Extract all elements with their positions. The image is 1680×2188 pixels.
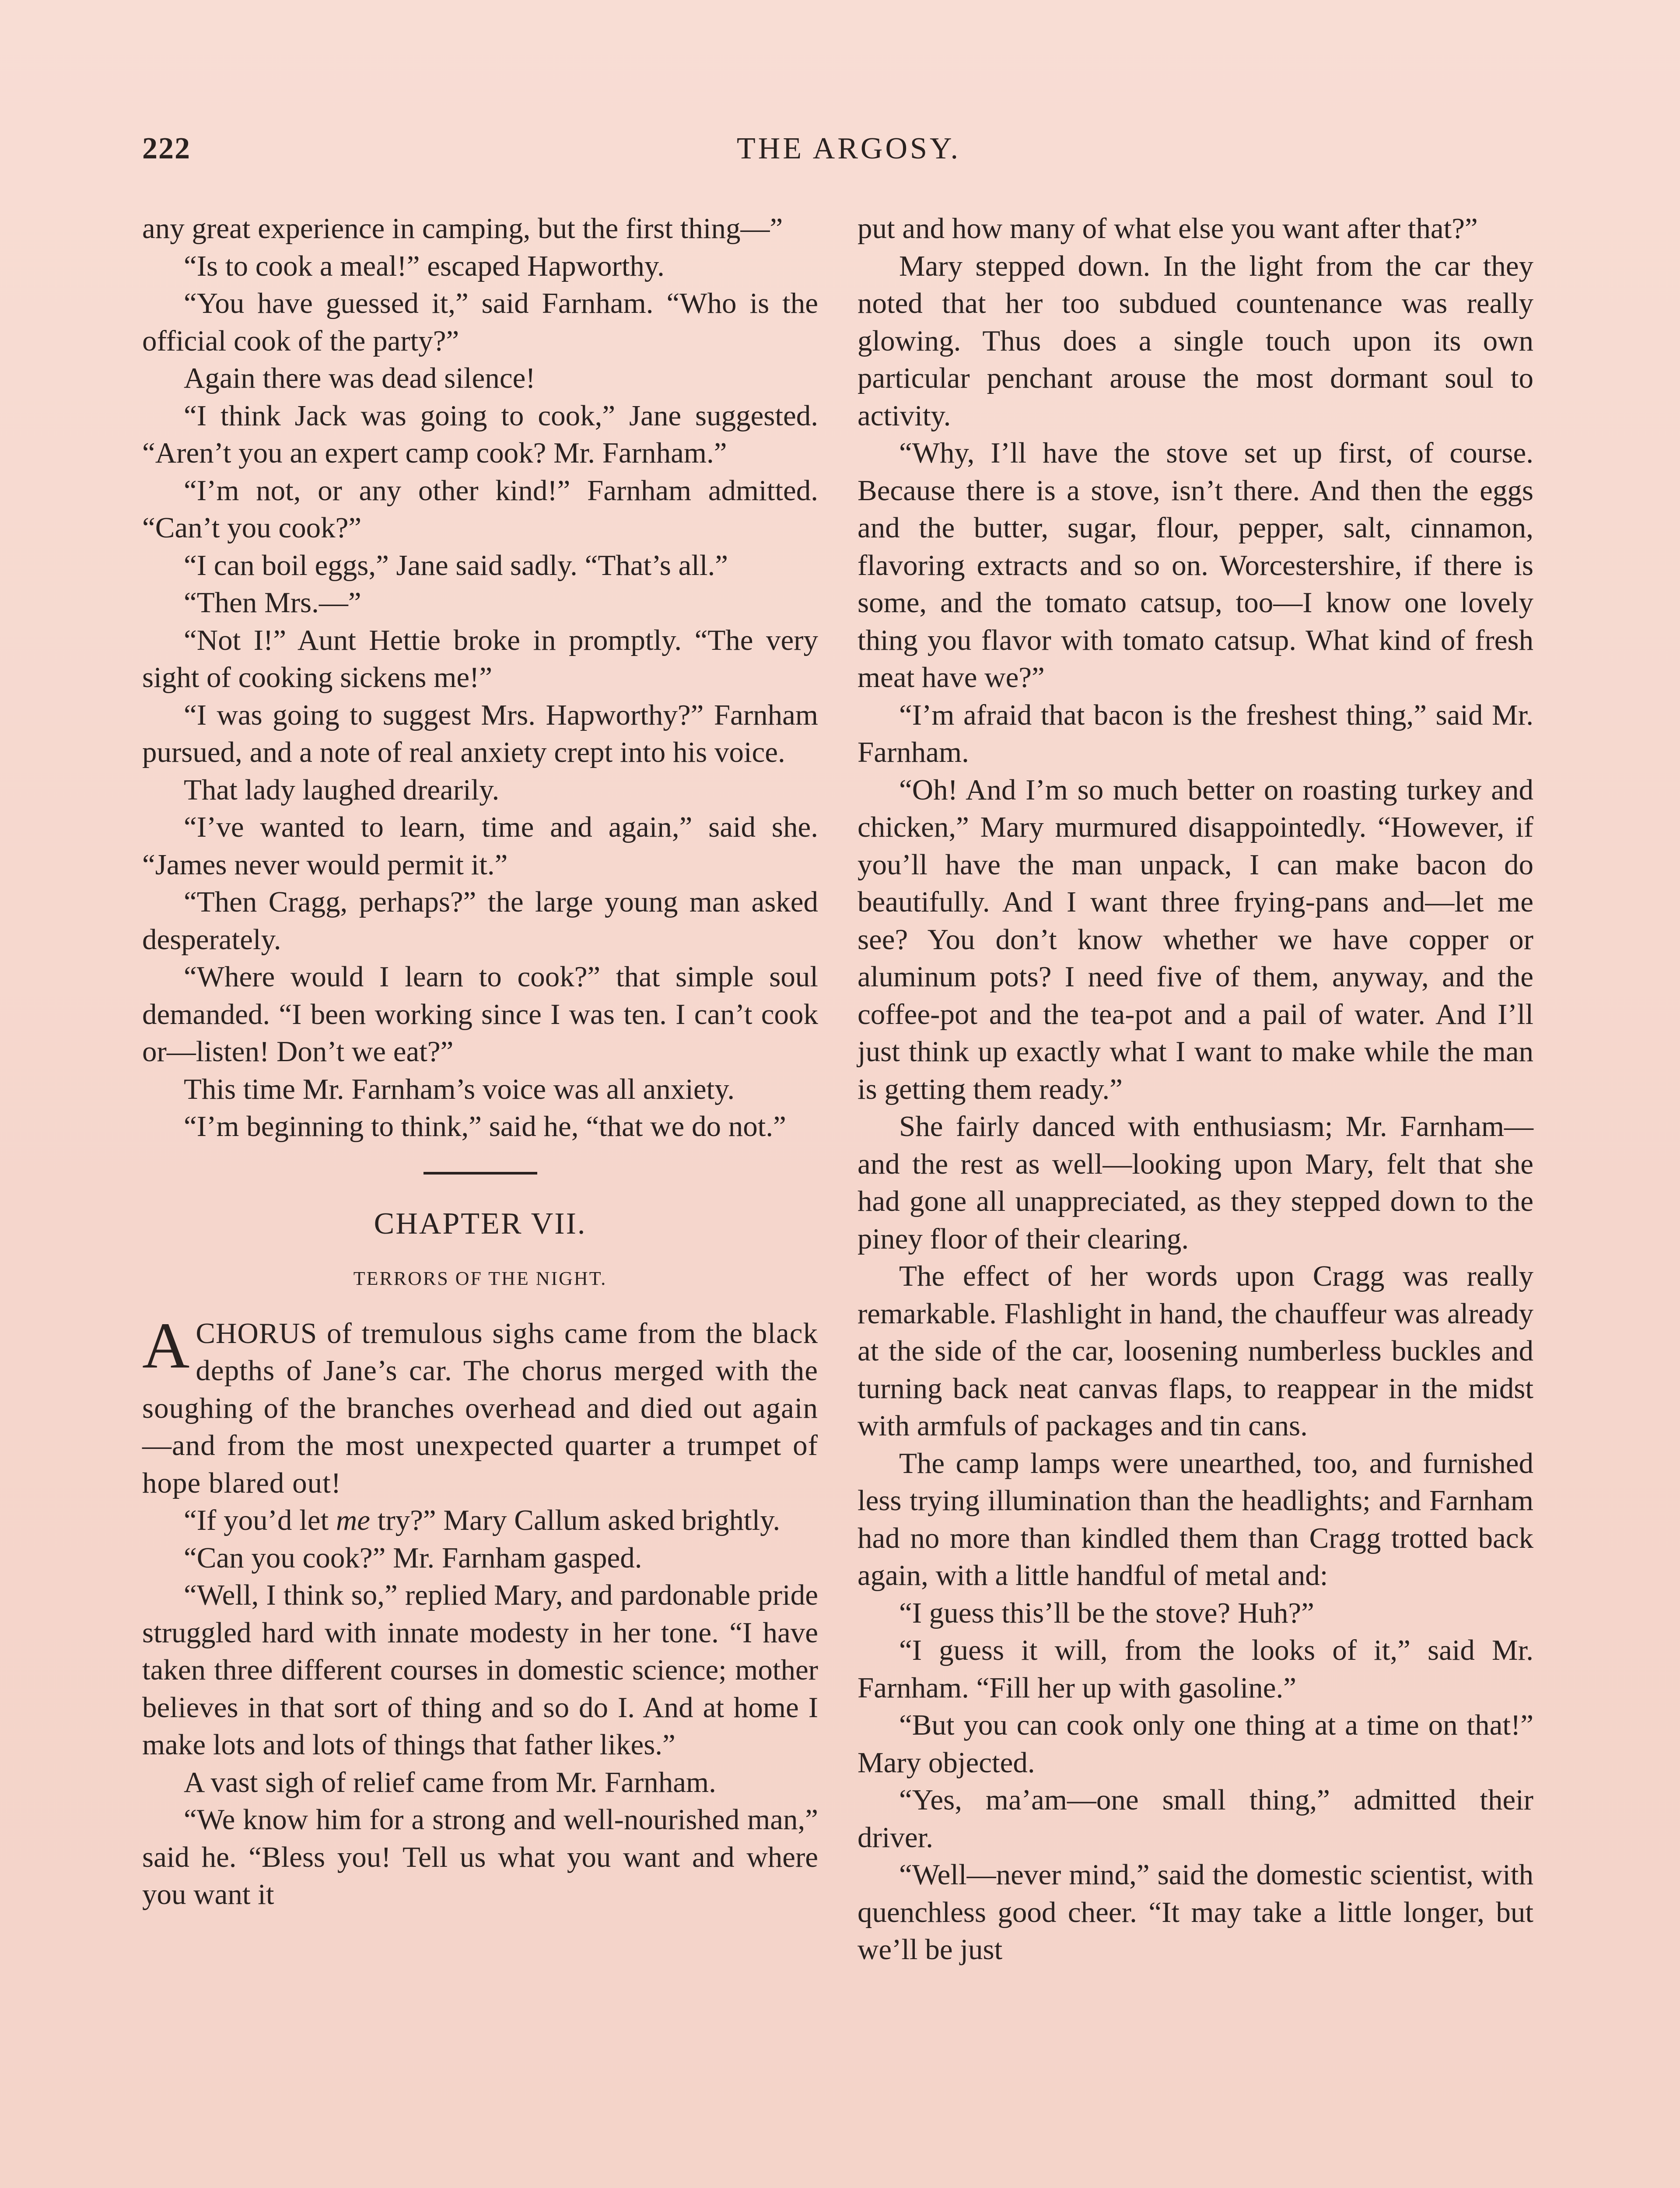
paragraph: [142, 1502, 818, 1539]
paragraph: “Where would I learn to cook?” that simple soul demanded. “I been working since I was ten. I can’t cook or—listen! Don’t we eat?”: [142, 961, 818, 1068]
left-column: [142, 210, 818, 1914]
chapter-opening-paragraph: [142, 1309, 818, 1502]
chapter-subtitle: TERRORS OF THE NIGHT.: [353, 1268, 607, 1289]
paragraph: She fairly danced with enthusiasm; Mr. Farnham—and the rest as well—looking upon Mary, felt that she had gone all unappreciated, as they stepped down to the piney floor of their clearing.: [858, 1110, 1533, 1255]
paragraph: “Well, I think so,” replied Mary, and pardonable pride struggled hard with innate modesty in her tone. “I have taken three different courses in domestic science; mother believes in that sort of thing and so do I. And at home I make lots and lots of things that father likes.”: [142, 1579, 818, 1761]
paragraph: “I think Jack was going to cook,” Jane suggested. “Aren’t you an expert camp cook? Mr. Farnham.”: [142, 399, 818, 469]
paragraph: “I’ve wanted to learn, time and again,” said she. “James never would permit it.”: [142, 811, 818, 881]
paragraph: The effect of her words upon Cragg was really remarkable. Flashlight in hand, the chauffeur was already at the side of the car, loosening numberless buckles and turning back neat canvas flaps, to reappear in the midst with armfuls of packages and tin cans.: [858, 1260, 1533, 1442]
chapter-heading: CHAPTER VII.: [374, 1206, 587, 1241]
paragraph: “I guess this’ll be the stove? Huh?”: [899, 1596, 1314, 1629]
paragraph: “Not I!” Aunt Hettie broke in promptly. “The very sight of cooking sickens me!”: [142, 624, 818, 694]
paragraph: “Can you cook?” Mr. Farnham gasped.: [184, 1541, 642, 1574]
opening-text: CHORUS of tremulous sighs came from the black depths of Jane’s car. The chorus merged with the soughing of the branches overhead and died out again—and from the most unexpected quarter a trumpet of hope blared out!: [142, 1317, 818, 1499]
paragraph-text: try?” Mary Callum asked brightly.: [370, 1504, 780, 1536]
paragraph: “We know him for a strong and well-nourished man,” said he. “Bless you! Tell us what you want and where you want it: [142, 1803, 818, 1911]
paragraph: That lady laughed drearily.: [184, 773, 500, 806]
paragraph: The camp lamps were unearthed, too, and furnished less trying illumination than the headlights; and Farnham had no more than kindled them than Cragg trotted back again, with a little handful of metal and:: [858, 1447, 1533, 1592]
paragraph: “Yes, ma’am—one small thing,” admitted their driver.: [858, 1784, 1533, 1854]
paragraph: “I’m not, or any other kind!” Farnham admitted. “Can’t you cook?”: [142, 474, 818, 544]
paragraph: Mary stepped down. In the light from the car they noted that her too subdued countenance was really glowing. Thus does a single touch upon its own particular penchant arouse the most dormant soul to activity.: [858, 249, 1533, 432]
paragraph: This time Mr. Farnham’s voice was all anxiety.: [184, 1073, 735, 1105]
paragraph: “Then Cragg, perhaps?” the large young man asked desperately.: [142, 886, 818, 956]
paragraph: “I can boil eggs,” Jane said sadly. “That’s all.”: [184, 549, 728, 582]
paragraph: “I was going to suggest Mrs. Hapworthy?” Farnham pursued, and a note of real anxiety crept into his voice.: [142, 698, 818, 768]
paragraph: “But you can cook only one thing at a time on that!” Mary objected.: [858, 1709, 1533, 1779]
paragraph: Again there was dead silence!: [184, 362, 536, 394]
paragraph-text: “If you’d let: [184, 1504, 336, 1536]
paragraph: “Why, I’ll have the stove set up first, of course. Because there is a stove, isn’t there. And then the eggs and the butter, sugar, flour, pepper, salt, cinnamon, flavoring extracts and so on. Worcestershire, if there is some, and the tomato catsup, too—I know one lovely thing you flavor with tomato catsup. What kind of fresh meat have we?”: [858, 437, 1533, 694]
paragraph: “Then Mrs.—”: [184, 586, 361, 619]
right-column: [858, 210, 1533, 1969]
emphasis-text: me: [336, 1504, 371, 1536]
drop-cap: A: [142, 1309, 190, 1382]
paragraph: “Oh! And I’m so much better on roasting turkey and chicken,” Mary murmured disappointedly. “However, if you’ll have the man unpack, I can make bacon do beautifully. And I want three frying-pans and—let me see? You don’t know whether we have copper or aluminum pots? I need five of them, anyway, and the coffee-pot and the tea-pot and a pail of water. And I’ll just think up exactly what I want to make while the man is getting them ready.”: [858, 773, 1533, 1105]
page-number: 222: [142, 132, 191, 165]
paragraph: A vast sigh of relief came from Mr. Farnham.: [184, 1766, 716, 1799]
paragraph: “You have guessed it,” said Farnham. “Who is the official cook of the party?”: [142, 287, 818, 357]
page-header: [142, 131, 1555, 179]
paragraph: “I guess it will, from the looks of it,” said Mr. Farnham. “Fill her up with gasoline.”: [858, 1634, 1533, 1704]
running-title: THE ARGOSY.: [736, 132, 961, 165]
paragraph: “I’m beginning to think,” said he, “that we do not.”: [184, 1110, 786, 1143]
paragraph: “I’m afraid that bacon is the freshest thing,” said Mr. Farnham.: [858, 698, 1533, 768]
paragraph: any great experience in camping, but the first thing—”: [142, 212, 783, 245]
section-divider: [424, 1172, 537, 1175]
paragraph: put and how many of what else you want after that?”: [858, 212, 1478, 245]
paragraph: “Is to cook a meal!” escaped Hapworthy.: [184, 249, 665, 282]
paragraph: “Well—never mind,” said the domestic scientist, with quenchless good cheer. “It may take a little longer, but we’ll be just: [858, 1858, 1533, 1966]
